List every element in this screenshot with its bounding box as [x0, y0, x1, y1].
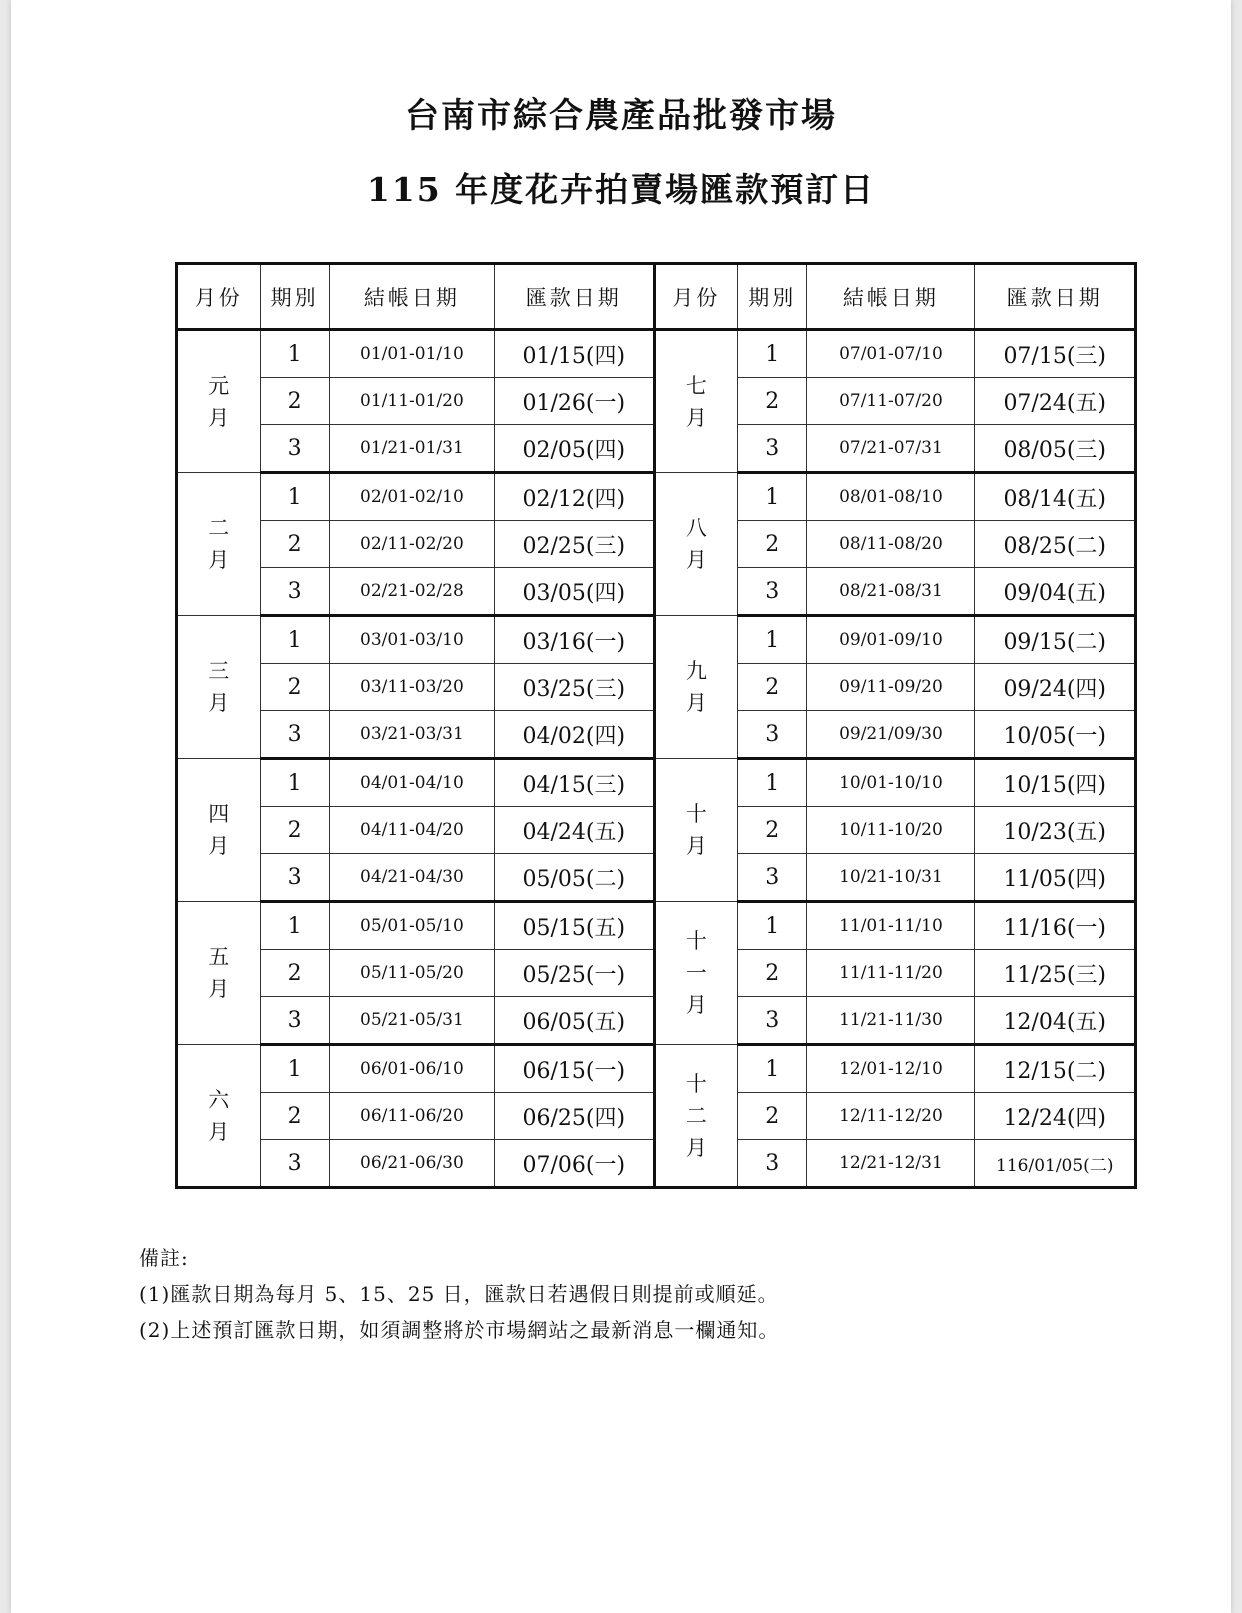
close-date-cell: 09/01-09/10	[807, 616, 975, 664]
pay-date-cell: 05/25(一)	[495, 950, 655, 997]
month-cell	[177, 902, 261, 1045]
header-pay-date-left: 匯款日期	[495, 264, 655, 330]
close-date-cell: 02/01-02/10	[329, 473, 494, 521]
period-cell: 2	[738, 807, 807, 854]
pay-date-cell: 03/05(四)	[495, 568, 655, 616]
period-cell: 3	[738, 997, 807, 1045]
period-cell: 1	[260, 330, 329, 378]
period-cell: 1	[738, 902, 807, 950]
pay-date-cell: 10/05(一)	[975, 711, 1136, 759]
pay-date-cell: 12/04(五)	[975, 997, 1136, 1045]
month-label: 十一月	[685, 929, 707, 1017]
period-cell: 3	[260, 997, 329, 1045]
schedule-body	[177, 330, 1136, 1188]
month-label: 元月	[208, 373, 230, 430]
pay-date-cell: 05/05(二)	[495, 854, 655, 902]
period-cell: 1	[738, 616, 807, 664]
table-row	[177, 1045, 1136, 1093]
period-cell: 2	[738, 1093, 807, 1140]
period-cell: 3	[738, 425, 807, 473]
pay-date-cell: 06/25(四)	[495, 1093, 655, 1140]
close-date-cell: 10/01-10/10	[807, 759, 975, 807]
header-month-right: 月份	[654, 264, 738, 330]
period-cell: 1	[260, 616, 329, 664]
pay-date-cell: 05/15(五)	[495, 902, 655, 950]
period-cell: 2	[260, 521, 329, 568]
close-date-cell: 03/21-03/31	[329, 711, 494, 759]
header-period-left: 期別	[260, 264, 329, 330]
pay-date-cell: 04/15(三)	[495, 759, 655, 807]
page-subtitle: 115 年度花卉拍賣場匯款預訂日	[366, 170, 876, 209]
pay-date-cell: 11/16(一)	[975, 902, 1136, 950]
month-label: 四月	[208, 802, 230, 858]
close-date-cell: 10/21-10/31	[807, 854, 975, 902]
month-cell	[654, 330, 738, 473]
close-date-cell: 04/11-04/20	[329, 807, 494, 854]
header-close-date-left: 結帳日期	[329, 264, 494, 330]
close-date-cell: 05/21-05/31	[329, 997, 494, 1045]
pay-date-cell: 07/24(五)	[975, 378, 1136, 425]
pay-date-cell: 10/23(五)	[975, 807, 1136, 854]
note-item: (1)匯款日期為每月 5、15、25 日，匯款日若遇假日則提前或順延。	[139, 1282, 779, 1306]
month-label: 八月	[685, 516, 707, 572]
close-date-cell: 07/11-07/20	[807, 378, 975, 425]
pay-date-cell: 07/15(三)	[975, 330, 1136, 378]
month-label: 三月	[208, 659, 230, 715]
close-date-cell: 02/11-02/20	[329, 521, 494, 568]
pay-date-cell: 03/25(三)	[495, 664, 655, 711]
close-date-cell: 12/21-12/31	[807, 1140, 975, 1188]
pay-date-cell: 12/24(四)	[975, 1093, 1136, 1140]
pay-date-cell: 08/14(五)	[975, 473, 1136, 521]
month-cell	[177, 330, 261, 473]
table-row	[177, 616, 1136, 664]
period-cell: 1	[260, 1045, 329, 1093]
period-cell: 3	[738, 711, 807, 759]
close-date-cell: 07/21-07/31	[807, 425, 975, 473]
period-cell: 3	[260, 711, 329, 759]
close-date-cell: 11/01-11/10	[807, 902, 975, 950]
period-cell: 2	[738, 521, 807, 568]
close-date-cell: 11/21-11/30	[807, 997, 975, 1045]
month-cell	[177, 1045, 261, 1188]
close-date-cell: 08/21-08/31	[807, 568, 975, 616]
period-cell: 1	[260, 759, 329, 807]
close-date-cell: 03/11-03/20	[329, 664, 494, 711]
period-cell: 3	[260, 425, 329, 473]
pay-date-cell: 11/25(三)	[975, 950, 1136, 997]
close-date-cell: 02/21-02/28	[329, 568, 494, 616]
close-date-cell: 12/01-12/10	[807, 1045, 975, 1093]
close-date-cell: 05/11-05/20	[329, 950, 494, 997]
period-cell: 3	[260, 854, 329, 902]
period-cell: 2	[738, 664, 807, 711]
pay-date-cell: 09/04(五)	[975, 568, 1136, 616]
month-label: 七月	[685, 373, 707, 430]
header-period-right: 期別	[738, 264, 807, 330]
pay-date-cell: 01/15(四)	[495, 330, 655, 378]
pay-date-cell: 116/01/05(二)	[975, 1140, 1136, 1188]
table-header-row	[177, 264, 1136, 330]
close-date-cell: 01/01-01/10	[329, 330, 494, 378]
month-label: 二月	[208, 516, 230, 572]
month-cell	[654, 759, 738, 902]
period-cell: 1	[738, 330, 807, 378]
notes-section	[139, 1240, 779, 1348]
month-label: 六月	[208, 1087, 230, 1144]
month-cell	[654, 473, 738, 616]
period-cell: 3	[260, 1140, 329, 1188]
month-cell	[654, 1045, 738, 1188]
header-close-date-right: 結帳日期	[807, 264, 975, 330]
pay-date-cell: 10/15(四)	[975, 759, 1136, 807]
period-cell: 3	[738, 568, 807, 616]
close-date-cell: 06/21-06/30	[329, 1140, 494, 1188]
pay-date-cell: 07/06(一)	[495, 1140, 655, 1188]
month-label: 五月	[208, 945, 230, 1001]
pay-date-cell: 11/05(四)	[975, 854, 1136, 902]
pay-date-cell: 06/05(五)	[495, 997, 655, 1045]
close-date-cell: 12/11-12/20	[807, 1093, 975, 1140]
period-cell: 3	[738, 854, 807, 902]
remittance-schedule-table	[175, 262, 1137, 1189]
close-date-cell: 07/01-07/10	[807, 330, 975, 378]
period-cell: 1	[738, 1045, 807, 1093]
close-date-cell: 05/01-05/10	[329, 902, 494, 950]
month-cell	[177, 473, 261, 616]
close-date-cell: 09/21/09/30	[807, 711, 975, 759]
page-title: 台南市綜合農產品批發市場	[405, 96, 837, 136]
header-pay-date-right: 匯款日期	[975, 264, 1136, 330]
pay-date-cell: 01/26(一)	[495, 378, 655, 425]
close-date-cell: 11/11-11/20	[807, 950, 975, 997]
close-date-cell: 09/11-09/20	[807, 664, 975, 711]
close-date-cell: 08/01-08/10	[807, 473, 975, 521]
pay-date-cell: 12/15(二)	[975, 1045, 1136, 1093]
month-label: 十月	[685, 802, 707, 858]
note-item: (2)上述預訂匯款日期，如須調整將於市場網站之最新消息一欄通知。	[139, 1318, 780, 1342]
close-date-cell: 01/21-01/31	[329, 425, 494, 473]
period-cell: 2	[260, 807, 329, 854]
month-cell	[654, 616, 738, 759]
header-month-left: 月份	[177, 264, 261, 330]
period-cell: 2	[260, 378, 329, 425]
table-row	[177, 902, 1136, 950]
month-label: 十二月	[685, 1071, 707, 1160]
pay-date-cell: 02/12(四)	[495, 473, 655, 521]
close-date-cell: 04/01-04/10	[329, 759, 494, 807]
pay-date-cell: 08/05(三)	[975, 425, 1136, 473]
close-date-cell: 01/11-01/20	[329, 378, 494, 425]
close-date-cell: 06/01-06/10	[329, 1045, 494, 1093]
period-cell: 1	[260, 902, 329, 950]
period-cell: 3	[260, 568, 329, 616]
month-cell	[177, 616, 261, 759]
document-page	[11, 0, 1231, 1613]
pay-date-cell: 09/24(四)	[975, 664, 1136, 711]
period-cell: 1	[260, 473, 329, 521]
pay-date-cell: 08/25(二)	[975, 521, 1136, 568]
period-cell: 2	[260, 950, 329, 997]
period-cell: 3	[738, 1140, 807, 1188]
table-row	[177, 759, 1136, 807]
period-cell: 1	[738, 473, 807, 521]
month-cell	[654, 902, 738, 1045]
month-cell	[177, 759, 261, 902]
period-cell: 2	[260, 1093, 329, 1140]
pay-date-cell: 04/24(五)	[495, 807, 655, 854]
pay-date-cell: 03/16(一)	[495, 616, 655, 664]
close-date-cell: 04/21-04/30	[329, 854, 494, 902]
pay-date-cell: 04/02(四)	[495, 711, 655, 759]
close-date-cell: 06/11-06/20	[329, 1093, 494, 1140]
period-cell: 1	[738, 759, 807, 807]
month-label: 九月	[685, 659, 707, 715]
pay-date-cell: 02/05(四)	[495, 425, 655, 473]
table-row	[177, 473, 1136, 521]
table-row	[177, 330, 1136, 378]
period-cell: 2	[738, 950, 807, 997]
close-date-cell: 03/01-03/10	[329, 616, 494, 664]
notes-heading: 備註:	[139, 1246, 189, 1270]
pay-date-cell: 02/25(三)	[495, 521, 655, 568]
pay-date-cell: 09/15(二)	[975, 616, 1136, 664]
pay-date-cell: 06/15(一)	[495, 1045, 655, 1093]
period-cell: 2	[260, 664, 329, 711]
close-date-cell: 08/11-08/20	[807, 521, 975, 568]
close-date-cell: 10/11-10/20	[807, 807, 975, 854]
period-cell: 2	[738, 378, 807, 425]
